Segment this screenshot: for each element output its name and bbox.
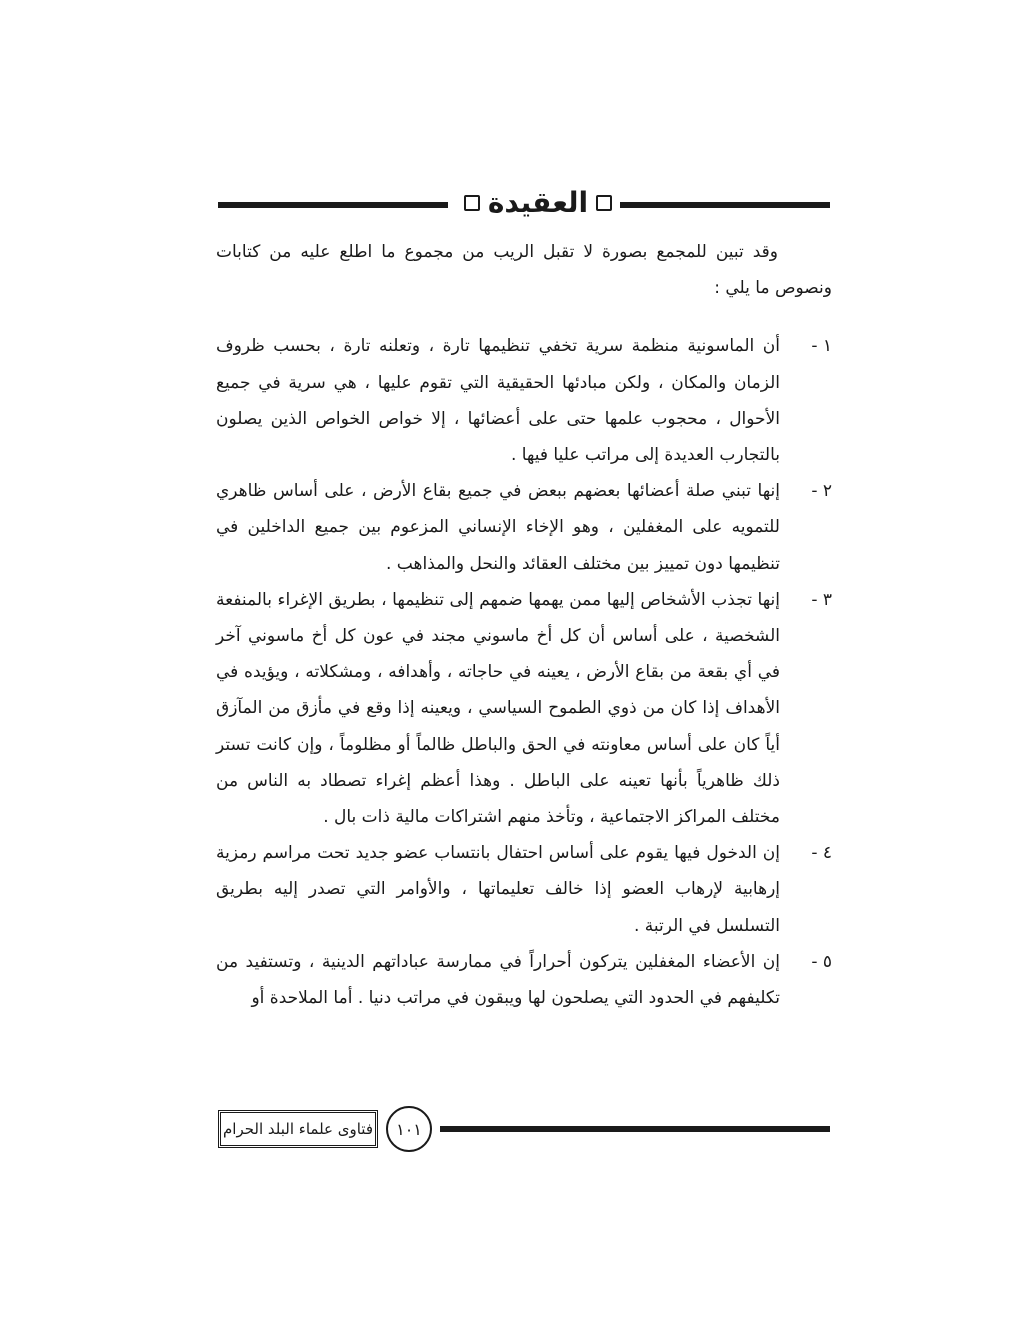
item-number: ٥ - xyxy=(811,951,832,972)
list-item xyxy=(216,944,832,1016)
item-number: ١ - xyxy=(811,336,832,357)
item-text: إن الأعضاء المغفلين يتركون أحراراً في ممارسة عباداتهم الدينية ، وتستفيد من تكليفهم في الحدود التي يصلحون لها ويبقون في مراتب دنيا . أما الملاحدة أو xyxy=(216,951,780,1009)
page-number: ١٠١ xyxy=(386,1106,432,1152)
findings-list xyxy=(216,328,832,1016)
section-title: العقيدة xyxy=(487,186,589,219)
header-rule-right xyxy=(620,202,830,208)
page-footer xyxy=(218,1104,830,1156)
item-number: ٣ - xyxy=(811,589,832,610)
item-text: إن الدخول فيها يقوم على أساس احتفال بانتساب عضو جديد تحت مراسم رمزية إرهابية لإرهاب العضو إذا خالف تعليماتها ، والأوامر التي تصدر إليه بطريق التسلسل في الرتبة . xyxy=(216,843,780,936)
book-title: فتاوى علماء البلد الحرام xyxy=(218,1110,378,1148)
footer-rule xyxy=(440,1126,830,1132)
square-ornament-icon xyxy=(464,195,480,211)
header-title-wrap xyxy=(454,178,622,228)
item-text: إنها تجذب الأشخاص إليها ممن يهمها ضمهم إلى تنظيمها ، بطريق الإغراء بالمنفعة الشخصية ، على أساس أن كل أخ ماسوني مجند في عون كل أخ ماسوني آخر في أي بقعة من بقاع الأرض ، يعينه في حاجاته ، وأهدافه ، ومشكلاته ، ويؤيده في الأهداف إذا كان من ذوي الطموح السياسي ، ويعينه إذا وقع في مأزق من المآزق أياً كان على أساس معاونته في الحق والباطل ظالماً أو مظلوماً ، وإن كانت تستر ذلك ظاهرياً بأنها تعينه على الباطل . وهذا أعظم إغراء تصطاد به الناس من مختلف المراكز الاجتماعية ، وتأخذ منهم اشتراكات مالية ذات بال . xyxy=(216,589,780,828)
item-number: ٤ - xyxy=(811,843,832,864)
item-text: أن الماسونية منظمة سرية تخفي تنظيمها تارة ، وتعلنه تارة ، بحسب ظروف الزمان والمكان ، ولكن مبادئها الحقيقية التي تقوم عليها ، هي سرية في جميع الأحوال ، محجوب علمها حتى على أعضائها ، إلا خواص الخواص الذين يصلون بالتجارب العديدة إلى مراتب عليا فيها . xyxy=(216,336,780,466)
list-item xyxy=(216,473,832,582)
square-ornament-icon xyxy=(596,195,612,211)
intro-paragraph: وقد تبين للمجمع بصورة لا تقبل الريب من مجموع ما اطلع عليه من كتابات ونصوص ما يلي : xyxy=(216,242,832,299)
page-header xyxy=(218,178,830,228)
list-item xyxy=(216,835,832,944)
item-number: ٢ - xyxy=(811,481,832,502)
item-text: إنها تبني صلة أعضائها بعضهم ببعض في جميع بقاع الأرض ، على أساس ظاهري للتمويه على المغفلين ، وهو الإخاء الإنساني المزعوم بين جميع الداخلين في تنظيمها دون تمييز بين مختلف العقائد والنحل والمذاهب . xyxy=(216,481,780,574)
header-rule-left xyxy=(218,202,448,208)
page-body xyxy=(216,234,832,1016)
list-item xyxy=(216,582,832,835)
list-item xyxy=(216,328,832,473)
